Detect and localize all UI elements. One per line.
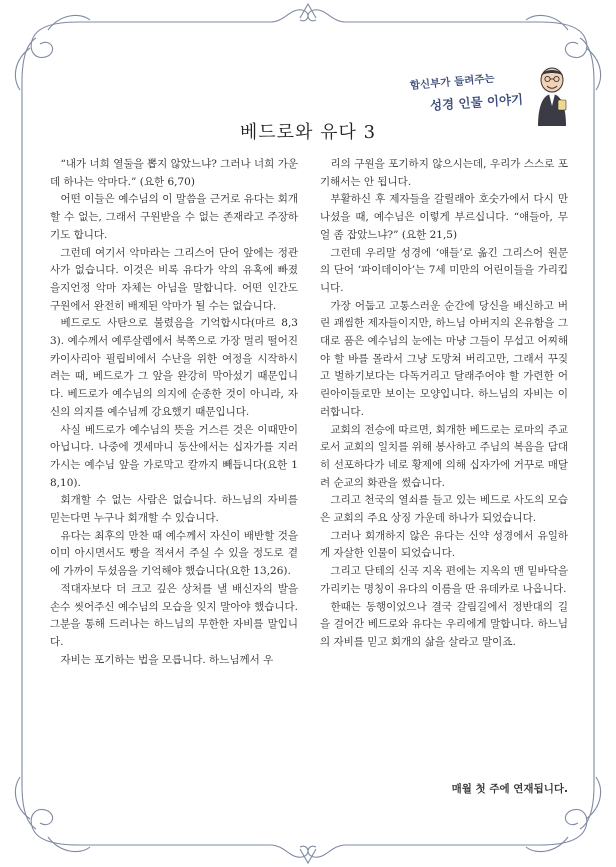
paragraph: 어떤 이들은 예수님의 이 말씀을 근거로 유다는 회개할 수 없는, 그래서 구원받을 수 없는 존재라고 주장하기도 합니다. [50, 193, 298, 241]
paragraph: 자비는 포기하는 법을 모릅니다. 하느님께서 우 [60, 653, 274, 666]
publication-note: 매월 첫 주에 연재됩니다. [451, 783, 568, 795]
paragraph: 그런데 우리말 성경에 ‘얘들’로 옮긴 그리스어 원문의 단어 ‘파이데이아’는 7세 미만의 어린이들을 가리킵니다. [320, 246, 568, 294]
article-column-left [50, 156, 298, 669]
article-column-right [320, 156, 568, 652]
paragraph: 유다는 최후의 만찬 때 예수께서 자신이 배반할 것을 이미 아시면서도 빵을 적셔서 주실 수 있을 정도로 곁에 가까이 두셨음을 기억해야 했습니다(요한 13,26). [50, 529, 298, 578]
paragraph: 회개할 수 없는 사람은 없습니다. 하느님의 자비를 믿는다면 누구나 회개할 수 있습니다. [50, 494, 298, 525]
paragraph: 교회의 전승에 따르면, 회개한 베드로는 로마의 주교로서 교회의 일치를 위해 봉사하고 주님의 복음을 담대히 선포하다가 네로 황제에 의해 십자가에 거꾸로 매달려 순교의 화관을 썼습니다. [320, 423, 568, 489]
paragraph: 사실 베드로가 예수님의 뜻을 거스른 것은 이때만이 아닙니다. 나중에 겟세마니 동산에서는 십자가를 지러 가시는 예수님 앞을 가로막고 칼까지 빼듭니다(요한 18,10). [50, 423, 298, 489]
paragraph: “내가 너희 열둘을 뽑지 않았느냐? 그러나 너희 가운데 하나는 악마다.” (요한 6,70) [50, 158, 298, 188]
paragraph: 그러나 회개하지 않은 유다는 신약 성경에서 유일하게 자살한 인물이 되었습니다. [320, 529, 568, 560]
page-title: 베드로와 유다 3 [239, 122, 377, 143]
paragraph: 부활하신 후 제자들을 갈릴래아 호숫가에서 다시 만나셨을 때, 예수님은 이렇게 부르십니다. “얘들아, 무얼 좀 잡았느냐?” (요한 21,5) [320, 193, 568, 241]
paragraph: 한때는 동행이었으나 결국 갈림길에서 정반대의 길을 걸어간 베드로와 유다는 우리에게 말합니다. 하느님의 자비를 믿고 회개의 삶을 살라고 말이죠. [320, 600, 568, 648]
paragraph: 가장 어둡고 고통스러운 순간에 당신을 배신하고 버린 괘씸한 제자들이지만, 하느님 아버지의 온유함을 그대로 품은 예수님의 눈에는 마냥 그들이 무섭고 어찌해야 할 바를 몰라서 그냥 도망쳐 버리고만, 그래서 꾸짖고 벌하기보다는 다독거리고 달래주어야 할 가련한 어린아이들로만 보이는 모양입니다. 하느님의 자비는 이러합니다. [320, 299, 568, 418]
series-line-2: 성경 인물 이야기 [429, 91, 524, 113]
paragraph: 적대자보다 더 크고 깊은 상처를 낼 배신자의 발을 손수 씻어주신 예수님의 모습을 잊지 말아야 했습니다. 그분을 통해 드러나는 하느님의 무한한 자비를 말입니다. [50, 582, 298, 648]
paragraph: 리의 구원을 포기하지 않으시는데, 우리가 스스로 포기해서는 안 됩니다. [320, 158, 568, 188]
paragraph: 베드로도 사탄으로 불렸음을 기억합시다(마르 8,33). 예수께서 예루살렘에서 북쪽으로 가장 멀리 떨어진 카이사리아 필립비에서 수난을 위한 여정을 시작하시려는 때, 베드로가 그 앞을 완강히 막아섰기 때문입니다. 베드로가 예수님의 의지에 순종한 것이 아니라, 자신의 의지를 예수님께 강요했기 때문입니다. [50, 317, 298, 418]
paragraph: 그리고 단테의 신곡 지옥 편에는 지옥의 맨 밑바닥을 가리키는 명칭이 유다의 이름을 딴 유데카로 나옵니다. [320, 565, 568, 595]
paragraph: 그리고 천국의 열쇠를 들고 있는 베드로 사도의 모습은 교회의 주요 상징 가운데 하나가 되었습니다. [320, 494, 568, 525]
paragraph: 그런데 여기서 악마라는 그리스어 단어 앞에는 정관사가 없습니다. 이것은 비록 유다가 악의 유혹에 빠졌을지언정 악마 자체는 아님을 말합니다. 어떤 인간도 구원에서 완전히 배제된 악마가 될 수는 없습니다. [50, 246, 298, 312]
series-line-1: 함신부가 들려주는 [409, 72, 496, 92]
